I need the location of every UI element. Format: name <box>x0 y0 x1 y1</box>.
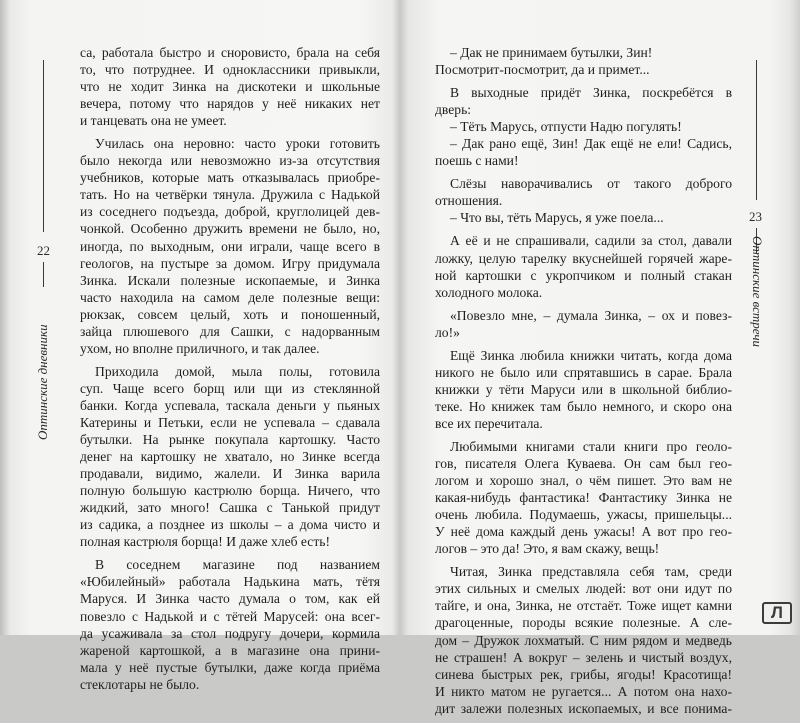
text-line: чонкой. Особенно дружить времени не было, но, <box>80 221 380 237</box>
paragraph <box>80 363 380 551</box>
text-line: ной картошки с укропчиком и полный стакан <box>435 267 732 283</box>
text-line: что не ходит Зинка на дискотеки и школьные <box>80 79 380 95</box>
left-margin-rule-bottom <box>43 262 44 287</box>
paragraph <box>80 44 380 129</box>
text-line: стеклотары не было. <box>80 676 200 692</box>
text-line: Ещё Зинка любила книжки читать, когда дома <box>450 347 732 363</box>
text-line: – Что вы, тёть Марусь, я уже поела... <box>450 210 664 226</box>
text-line: и танцевать она не умеет. <box>80 113 227 129</box>
text-line: банки. Когда успевала, таскала деньги у пьяных <box>80 397 380 413</box>
text-line: суп. Чаще всего борщ или щи из стеклянной <box>80 380 380 396</box>
text-line: Приходила домой, мыла полы, готовила <box>95 363 380 379</box>
text-line: Зинка. Искали полезные ископаемые, и Зинка <box>80 272 380 288</box>
text-line: И никто матом не ругается... А потом она нахо- <box>435 683 732 699</box>
text-line: «Повезло мне, – думала Зинка, – ох и повез- <box>450 307 732 323</box>
text-line: дом – Дружок лохматый. С ним рядом и медведь <box>435 632 732 648</box>
text-line: да усаживала за стол подругу дочери, кормила <box>80 625 380 641</box>
paragraph <box>435 44 732 78</box>
text-line: отношения. <box>435 193 503 209</box>
paragraph <box>435 438 732 557</box>
text-line: этих сильных и смелых людей: вот они идут по <box>435 581 732 597</box>
text-line: продавали, видимо, жалели. И Зинка варила <box>80 466 380 482</box>
paragraph <box>80 556 380 692</box>
text-line: то, что потруднее. И одноклассники привыкли, <box>80 62 380 78</box>
paragraph <box>80 135 380 357</box>
text-line: Посмотрит-посмотрит, да и примет... <box>435 62 650 78</box>
text-line: В выходные придёт Зинка, поскребётся в <box>450 85 732 101</box>
text-line: вечера, потому что нарядов у неё никаких нет <box>80 96 380 112</box>
text-line: ухом, но вполне приличного, и так далее. <box>80 340 320 356</box>
text-line: У неё дома каждый день ужасы! А вот про гео- <box>435 524 732 540</box>
text-line: поешь с нами! <box>435 153 519 169</box>
paragraph <box>435 84 732 169</box>
text-line: не страшен! А вокруг – зелень и чистый воздух, <box>435 649 732 665</box>
text-line: все их перечитала. <box>435 415 543 431</box>
text-line: жареной картошкой, а в магазине она прини- <box>80 642 380 658</box>
text-line: очень любила. Подумаешь, ужасы, пришельцы... <box>435 507 732 523</box>
left-page-text <box>80 44 380 699</box>
publisher-logo-icon: Л <box>762 602 792 624</box>
text-line: повезло с Надькой и с тётей Марусей: она всег- <box>80 608 380 624</box>
paragraph <box>435 563 732 716</box>
text-line: какая-нибудь фантастика! Фантастику Зинка не <box>435 490 732 506</box>
text-line: А её и не спрашивали, садили за стол, давали <box>450 233 732 249</box>
text-line: полную большую кастрюлю борща. Ничего, что <box>80 483 380 499</box>
text-line: было некогда или невозможно из-за отсутствия <box>80 153 380 169</box>
text-line: иногда, по выходным, они играли, чаще всего в <box>80 238 380 254</box>
text-line: – Дак не принимаем бутылки, Зин! <box>450 45 653 60</box>
text-line: учебников, которые мать отказывалась приобре- <box>80 170 380 186</box>
text-line: гов, писателя Олега Куваева. Он сам был гео- <box>435 456 732 472</box>
text-line: Любимыми книгами стали книги про геоло- <box>450 438 732 454</box>
text-line: рюкзак, совсем целый, хоть и поношенный, <box>80 306 380 322</box>
text-line: Маруся. И Зинка часто думала о том, как ей <box>80 591 380 607</box>
left-margin-rule-top <box>43 60 44 232</box>
text-line: Слёзы наворачивались от такого доброго <box>450 176 732 192</box>
text-line: зайца плюшевого для Сашки, с надорванным <box>80 323 380 339</box>
paragraph <box>435 232 732 300</box>
text-line: Училась она неровно: часто уроки готовить <box>95 136 380 152</box>
text-line: геологов, на пустыре за домом. Игру придумала <box>80 255 380 271</box>
text-line: В соседнем магазине под названием <box>95 557 380 573</box>
text-line: никого не было или спрятавшись в сарае. Брала <box>435 364 732 380</box>
text-line: книжки у тёти Маруси или в школьной библио- <box>435 381 732 397</box>
text-line: са, работала быстро и сноровисто, брала на себя <box>80 45 380 60</box>
right-margin-rule-top <box>756 60 757 200</box>
text-line: Катерины и Петьки, если не успевала – сдавала <box>80 414 380 430</box>
text-line: драгоценные, породы всякие полезные. А сле- <box>435 615 732 631</box>
left-page-number: 22 <box>37 243 50 258</box>
paragraph <box>435 307 732 341</box>
text-line: часто находила на самом деле полезные вещи: <box>80 289 380 305</box>
text-line: синева быстрых рек, грибы, ягоды! Красотища! <box>435 666 732 682</box>
text-line: холодного молока. <box>435 284 543 300</box>
right-page-text <box>435 44 732 723</box>
text-line: из соседнего подъезда, доброй, круглолицей дев- <box>80 204 380 220</box>
text-line: тать. Но на четвёрки тянула. Дружила с Надькой <box>80 187 380 203</box>
text-line: дверь: <box>435 102 472 118</box>
text-line: логом и хорошо знал, о чём пишет. Это вам не <box>435 473 732 489</box>
text-line: тайге, и она, Зинка, не отстаёт. Тоже ищет камни <box>435 598 732 614</box>
text-line: бутылки. На рынке покупала картошку. Часто <box>80 432 380 448</box>
text-line: «Юбилейный» работала Надькина мать, тётя <box>80 574 380 590</box>
paragraph <box>435 347 732 432</box>
right-page-number: 23 <box>749 209 762 224</box>
text-line: Читая, Зинка представляла себя там, среди <box>450 564 732 580</box>
text-line: ло!» <box>435 324 460 340</box>
text-line: мала у неё пустые бутылки, даже когда приёма <box>80 659 380 675</box>
text-line: полная кастрюля борща! И даже хлеб есть! <box>80 534 331 550</box>
text-line: жидкий, зато много! Сашка с Танькой придут <box>80 500 380 516</box>
text-line: – Тёть Марусь, отпусти Надю погулять! <box>450 119 682 135</box>
text-line: дит залежи полезных ископаемых, и все понима- <box>435 700 732 716</box>
paragraph <box>435 175 732 226</box>
text-line: – Дак рано ещё, Зин! Дак ещё не ели! Садись, <box>450 136 732 152</box>
text-line: из садика, а позднее из школы – а дома чисто и <box>80 517 380 533</box>
left-running-head: Оптинские дневники <box>35 324 50 440</box>
text-line: логов – это да! Это, я вам скажу, вещь! <box>435 541 660 557</box>
right-running-head: Оптинские встречи <box>750 236 765 348</box>
text-line: теке. Но книжек там было немного, и скоро она <box>435 398 732 414</box>
text-line: ложку, целую тарелку вкуснейшей горячей жаре- <box>435 250 732 266</box>
text-line: денег на картошку не хватало, но Зинке всегда <box>80 449 380 465</box>
